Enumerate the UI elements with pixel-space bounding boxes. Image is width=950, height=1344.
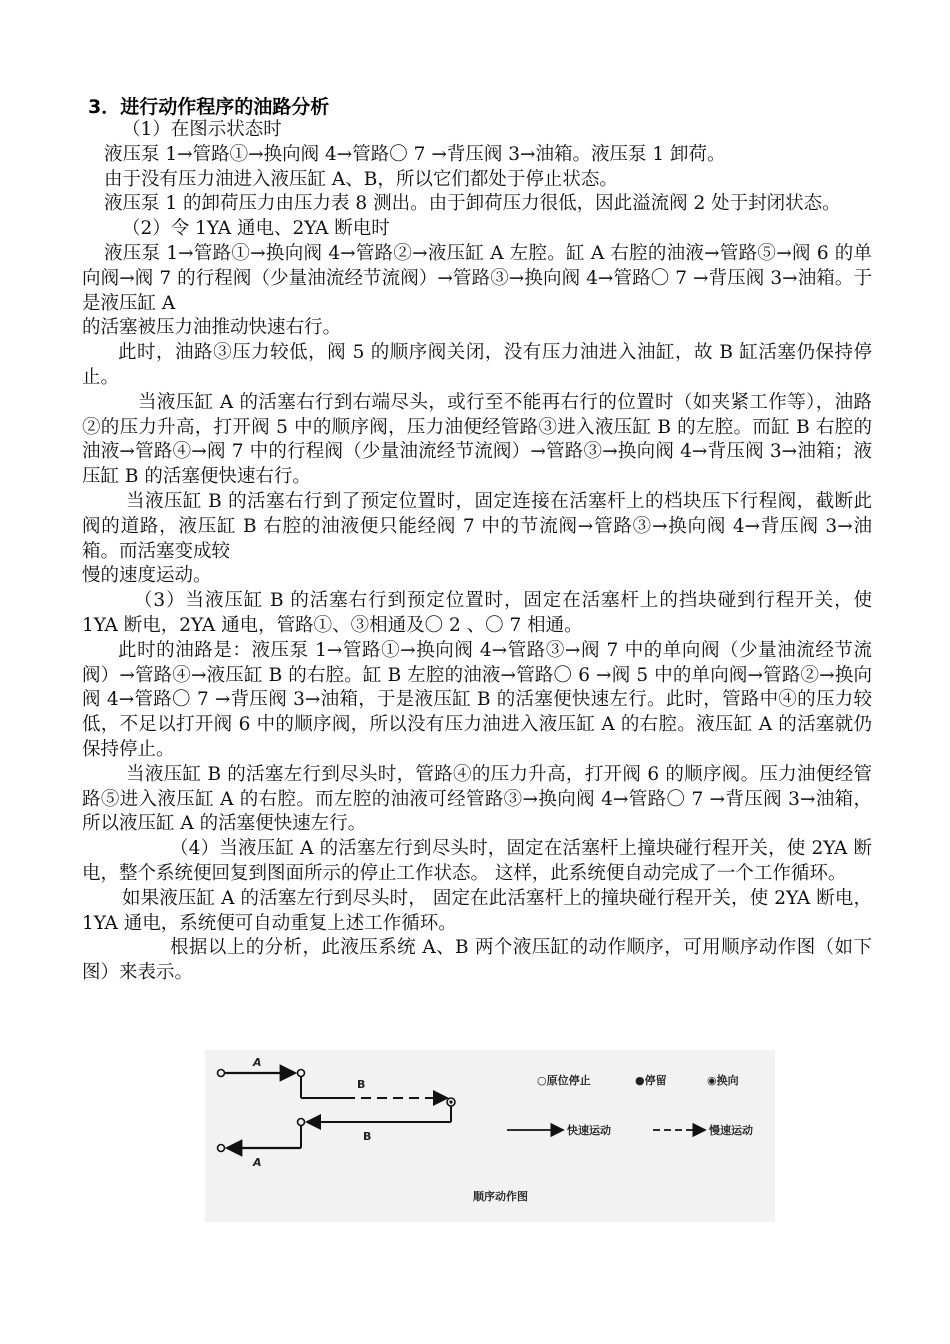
paragraph: （3）当液压缸 B 的活塞右行到预定位置时，固定在活塞杆上的挡块碰到行程开关，使 1YA 断电，2YA 通电，管路①、③相通及〇 2 、〇 7 相通。 — [82, 590, 872, 636]
label-a-bottom: A — [253, 1156, 262, 1169]
paragraph: 此时，油路③压力较低，阀 5 的顺序阀关闭，没有压力油进入油缸，故 B 缸活塞仍保持停止。 — [82, 342, 872, 388]
legend-slow: 慢速运动 — [709, 1124, 753, 1137]
document-body — [82, 118, 872, 986]
legend-fast: 快速运动 — [567, 1124, 611, 1137]
sequence-diagram-svg — [205, 1050, 775, 1222]
sequence-diagram — [205, 1050, 775, 1222]
legend-origin-stop: ○原位停止 — [537, 1074, 591, 1087]
paragraph: 根据以上的分析，此液压系统 A、B 两个液压缸的动作顺序，可用顺序动作图（如下图）来表示。 — [82, 937, 872, 984]
paragraph: 当液压缸 A 的活塞右行到右端尽头，或行至不能再右行的位置时（如夹紧工作等），油路②的压力升高，打开阀 5 中的顺序阀，压力油便经管路③进入液压缸 B 的左腔。而缸 B 右腔的油液→管路④→阀 7 中的行程阀（少量油流经节流阀）→管路③→换向阀 4→背压阀 3→油箱；液压缸 B 的活塞便快速右行。 — [82, 391, 872, 488]
diagram-caption: 顺序动作图 — [473, 1190, 528, 1203]
paragraph: 液压泵 1→管路①→换向阀 4→管路〇 7 →背压阀 3→油箱。液压泵 1 卸荷。 — [104, 143, 726, 165]
legend-reverse: ◉换向 — [707, 1074, 739, 1087]
paragraph: （1）在图示状态时 — [122, 119, 282, 140]
paragraph: 液压泵 1 的卸荷压力由压力表 8 测出。由于卸荷压力很低，因此溢流阀 2 处于封闭状态。 — [104, 193, 841, 215]
label-b-bottom: B — [363, 1130, 372, 1143]
paragraph: 当液压缸 B 的活塞左行到尽头时，管路④的压力升高，打开阀 6 的顺序阀。压力油便经管路⑤进入液压缸 A 的右腔。而左腔的油液可经管路③→换向阀 4→管路〇 7 →背压阀 3→油箱，所以液压缸 A 的活塞便快速左行。 — [82, 763, 872, 835]
paragraph: 此时的油路是：液压泵 1→管路①→换向阀 4→管路③→阀 7 中的单向阀（少量油流经节流阀）→管路④→液压缸 B 的右腔。缸 B 左腔的油液→管路〇 6 →阀 5 中的单向阀→管路②→换向阀 4→管路〇 7 →背压阀 3→油箱，于是液压缸 B 的活塞便快速左行。此时，管路中④的压力较低，不足以打开阀 6 中的顺序阀，所以没有压力油进入液压缸 A 的右腔。液压缸 A 的活塞就仍保持停止。 — [82, 639, 872, 760]
paragraph: 当液压缸 B 的活塞右行到了预定位置时，固定连接在活塞杆上的档块压下行程阀，截断此阀的道路，液压缸 B 右腔的油液便只能经阀 7 中的节流阀→管路③→换向阀 4→背压阀 3→油箱。而活塞变成较 — [82, 490, 872, 562]
legend-stay: ●停留 — [635, 1074, 667, 1087]
label-a-top: A — [253, 1056, 262, 1069]
paragraph: 的活塞被压力油推动快速右行。 — [82, 317, 342, 339]
paragraph: 液压泵 1→管路①→换向阀 4→管路②→液压缸 A 左腔。缸 A 右腔的油液→管路⑤→阀 6 的单向阀→阀 7 的行程阀（少量油流经节流阀）→管路③→换向阀 4→管路〇 7 →背压阀 3→油箱。于是液压缸 A — [82, 242, 872, 314]
paragraph: （2）令 1YA 通电、2YA 断电时 — [122, 218, 390, 240]
paragraph: 如果液压缸 A 的活塞左行到尽头时， 固定在此活塞杆上的撞块碰行程开关，使 2YA 断电，1YA 通电，系统便可自动重复上述工作循环。 — [82, 887, 872, 934]
paragraph: 由于没有压力油进入液压缸 A、B，所以它们都处于停止状态。 — [104, 168, 618, 190]
reverse-icon-dot — [449, 1100, 452, 1103]
paragraph: （4）当液压缸 A 的活塞左行到尽头时，固定在活塞杆上撞块碰行程开关，使 2YA 断电，整个系统便回复到图面所示的停止工作状态。 这样，此系统便自动完成了一个工作循环。 — [82, 838, 872, 884]
label-b-top: B — [357, 1078, 366, 1091]
section-heading: 3．进行动作程序的油路分析 — [88, 96, 330, 118]
paragraph: 慢的速度运动。 — [82, 565, 212, 587]
